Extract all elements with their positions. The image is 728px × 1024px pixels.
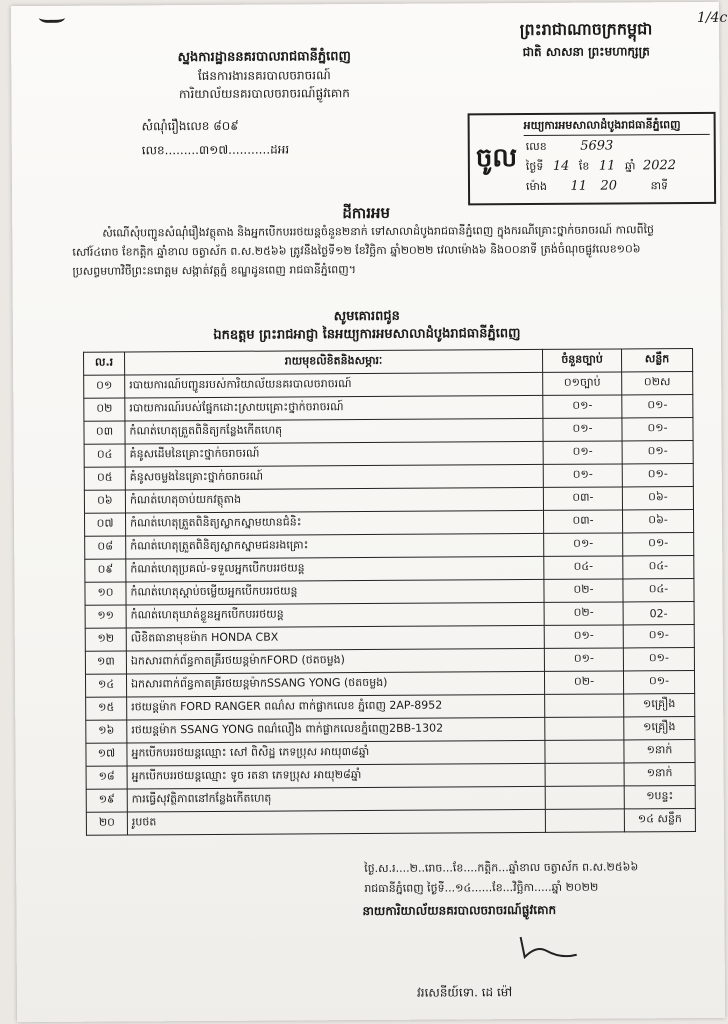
row-sheets: ១៤ សន្លឹក	[624, 809, 695, 832]
stamp-time-label: ម៉ោង	[525, 179, 548, 194]
row-item: របាយការណ៍បញ្ជូនរបស់ការិយាល័យនគរបាលចរាចរណ៍	[125, 372, 543, 398]
stamp-number-label: លេខ	[525, 139, 547, 154]
received-stamp	[468, 112, 717, 206]
body-paragraph: សំណើសុំបញ្ជូនសំណុំរឿងវត្ថុតាង និងអ្នកបើកបររថយន្តចំនួន២នាក់ ទៅសាលាដំបូងរាជធានីភ្នំពេញ ក្នុងករណីគ្រោះថ្នាក់ចរាចរណ៍ កាលពីថ្ងៃសៅរ៍៤រោច ខែកត្តិក ឆ្នាំខាល ចត្វាស័ក ព.ស.២៥៦៦ ត្រូវនឹងថ្ងៃទី១២ ខែវិច្ឆិកា ឆ្នាំ២០២២ វេលាម៉ោង៦ និង០០នាទី ត្រង់ចំណុចផ្លូវលេខ១០៦ ប្រសព្វមហាវិថីព្រះនរោត្តម សង្កាត់វត្តភ្នំ ខណ្ឌដូនពេញ រាជធានីភ្នំពេញ។	[72, 223, 655, 278]
document-page	[11, 2, 728, 1022]
number-reference: លេខ.........៣១៧...........ដអរ	[141, 142, 290, 158]
stamp-number-value: 5693	[580, 138, 614, 154]
row-number: ០៨	[85, 536, 126, 559]
row-number: ០៥	[84, 467, 125, 490]
row-sheets: ០១-	[622, 418, 693, 441]
signature-mark	[517, 931, 587, 961]
row-sheets: ១បន្ទះ	[624, 786, 695, 809]
row-sheets: ០១-	[623, 648, 694, 671]
row-sheets: ០១-	[622, 441, 693, 464]
lunar-date: ថ្ងៃ.ស.រ....២..រោច...ខែ....កត្តិក...ឆ្នាំខាល ចត្វាស័ក ព.ស.២៥៦៦	[364, 860, 639, 876]
row-copies	[545, 786, 624, 809]
row-copies: ០៣-	[543, 510, 622, 533]
row-number: ២០	[86, 812, 127, 835]
corner-note: 1/4c	[696, 9, 728, 26]
row-copies: ០២-	[544, 602, 623, 625]
row-number: ០៦	[84, 490, 125, 513]
send-to-line2: ឯកឧត្តម ព្រះរាជអាជ្ញា នៃអយ្យការអមសាលាដំបូងរាជធានីភ្នំពេញ	[213, 326, 521, 343]
row-item: រថយន្តម៉ាក SSANG YONG ពណ៌លឿង ពាក់ផ្លាកលេខភ្នំពេញ2BB-1302	[127, 717, 545, 743]
row-number: ០៣	[84, 421, 125, 444]
row-copies: ០៤-	[544, 556, 623, 579]
stamp-received-word: ចូល	[475, 143, 518, 174]
row-item: ការធ្វើសុវត្ថិភាពនៅកន្លែងកើតហេតុ	[127, 786, 545, 812]
row-sheets: ០១-	[622, 464, 693, 487]
row-number: ០៩	[85, 559, 126, 582]
stamp-day-value: 14	[552, 158, 570, 174]
case-reference: សំណុំរឿងលេខ ៨០៩	[141, 118, 239, 134]
row-number: ១៩	[86, 789, 127, 812]
row-item: រូបថត	[127, 809, 545, 835]
row-number: ០៧	[85, 513, 126, 536]
row-item: ឯកសារពាក់ព័ន្ធកាតគ្រីរថយន្តម៉ាកSSANG YONG (ថតចម្លង)	[126, 671, 544, 697]
stamp-year-label: ឆ្នាំ	[624, 159, 636, 173]
row-copies: ០១-	[544, 533, 623, 556]
kingdom-title: ព្រះរាជាណាចក្រកម្ពុជា	[519, 19, 653, 40]
row-sheets: ០៦-	[622, 487, 693, 510]
row-item: កំណត់ហេតុឃាត់ខ្លួនអ្នកបើកបររថយន្ត	[126, 602, 544, 628]
row-number: ១៣	[85, 651, 126, 674]
document-title: ដីការអម	[342, 203, 391, 223]
col-header-sheets: សន្លឹក	[622, 349, 693, 372]
stamp-number-row	[526, 138, 614, 155]
row-number: ១៧	[86, 743, 127, 766]
corner-scribble	[39, 10, 65, 23]
stamp-time-row	[526, 178, 668, 195]
stamp-minute-label: នាទី	[650, 179, 669, 193]
stamp-title: អយ្យការអមសាលាដំបូងរាជធានីភ្នំពេញ	[524, 118, 710, 136]
row-sheets: ០៦-	[622, 510, 693, 533]
motto: ជាតិ សាសនា ព្រះមហាក្សត្រ	[522, 44, 650, 60]
row-copies: ០១-	[543, 464, 622, 487]
row-copies: ០២-	[544, 671, 623, 694]
row-number: ០៤	[84, 444, 125, 467]
row-copies: ០១-	[543, 395, 622, 418]
row-sheets: ០១-	[622, 395, 693, 418]
row-sheets: 02-	[623, 602, 694, 625]
row-item: កំណត់ហេតុត្រួតពិនិត្យស្លាកស្នាមជនរងគ្រោះ	[126, 533, 544, 559]
header-left	[99, 48, 429, 104]
row-number: ១២	[85, 628, 126, 651]
col-header-no: ល.រ	[84, 352, 125, 375]
row-item: អ្នកបើកបររថយន្តឈ្មោះ សៅ ពិសិដ្ឋ ភេទប្រុស អាយុ៣៨ឆ្នាំ	[127, 740, 545, 766]
row-sheets: ១នាក់	[624, 740, 695, 763]
row-item: កំណត់ហេតុចាប់យកវត្ថុតាង	[125, 487, 543, 513]
stamp-day-label: ថ្ងៃទី	[525, 159, 544, 174]
header-left-line2: ផែនការងារនគរបាលចរាចរណ៍	[197, 68, 331, 84]
row-copies: ០១ច្បាប់	[543, 372, 622, 395]
row-copies: ០១-	[543, 418, 622, 441]
row-copies	[545, 763, 624, 786]
row-copies: ០១-	[544, 625, 623, 648]
row-number: ១៤	[85, 674, 126, 697]
row-copies	[545, 694, 624, 717]
items-table	[83, 348, 696, 836]
stamp-minute-value: 20	[600, 178, 618, 194]
stamp-date-row	[526, 158, 676, 175]
row-copies: ០២-	[544, 579, 623, 602]
row-sheets: ០៤-	[623, 556, 694, 579]
row-copies: ០១-	[543, 441, 622, 464]
stamp-month-value: 11	[598, 158, 616, 174]
stamp-month-label: ខែ	[578, 159, 590, 173]
row-item: របាយការណ៍របស់ផ្នែកដោះស្រាយគ្រោះថ្នាក់ចរាចរណ៍	[125, 395, 543, 421]
row-copies: ០៣-	[543, 487, 622, 510]
row-sheets: ១គ្រឿង	[624, 717, 695, 740]
header-right	[451, 16, 721, 62]
row-item: កំណត់ហេតុត្រួតពិនិត្យស្លាកស្នាមយានជំនិះ	[126, 510, 544, 536]
header-left-line3: ការិយាល័យនគរបាលចរាចរណ៍ផ្លូវគោក	[178, 86, 350, 102]
row-item: គំនូសចម្លងនៃគ្រោះថ្នាក់ចរាចរណ៍	[125, 464, 543, 490]
row-sheets: ១គ្រឿង	[624, 694, 695, 717]
row-copies	[545, 717, 624, 740]
row-copies: ០១-	[544, 648, 623, 671]
stamp-year-value: 2022	[642, 158, 677, 174]
stamp-hour-value: 11	[570, 178, 588, 194]
row-sheets: ០២ស	[622, 372, 693, 395]
row-sheets: ០១-	[623, 533, 694, 556]
row-number: ១៨	[86, 766, 127, 789]
row-sheets: ០១-	[623, 625, 694, 648]
send-to-line1: សូមគោរពជូន	[333, 308, 400, 325]
solar-date: រាជធានីភ្នំពេញ ថ្ងៃទី...១៤......ខែ...វិច្ឆិកា.....ឆ្នាំ ២០២២	[364, 880, 599, 896]
row-number: ១៥	[86, 697, 127, 720]
row-copies	[545, 740, 624, 763]
row-item: អ្នកបើកបររថយន្តឈ្មោះ ទូច រតនា ភេទប្រុស អាយុ២៨ឆ្នាំ	[127, 763, 545, 789]
row-item: ឯកសារពាក់ព័ន្ធកាតគ្រីរថយន្តម៉ាកFORD (ថតចម្លង)	[126, 648, 544, 674]
row-sheets: ០៤-	[623, 579, 694, 602]
row-number: ១០	[85, 582, 126, 605]
col-header-items: រាយមុខលិខិតនិងសម្ភារៈ	[125, 349, 543, 375]
row-item: កំណត់ហេតុស្តាប់ចម្លើយអ្នកបើកបររថយន្ត	[126, 579, 544, 605]
row-number: ១១	[85, 605, 126, 628]
row-item: គំនូសដើមនៃគ្រោះថ្នាក់ចរាចរណ៍	[125, 441, 543, 467]
row-copies	[545, 809, 624, 832]
row-number: ១៦	[86, 720, 127, 743]
row-number: ០១	[84, 375, 125, 398]
signer-name: វរសេនីយ៍ទោ. ដេ ម៉ៅ	[416, 985, 513, 1000]
col-header-copies: ចំនួនច្បាប់	[543, 349, 622, 372]
row-number: ០២	[84, 398, 125, 421]
row-item: កំណត់ហេតុត្រួតពិនិត្យកន្លែងកើតហេតុ	[125, 418, 543, 444]
header-left-line1: ស្នងការដ្ឋាននគរបាលរាជធានីភ្នំពេញ	[177, 49, 351, 66]
row-item: រថយន្តម៉ាក FORD RANGER ពណ៌ស ពាក់ផ្លាកលេខ ភ្នំពេញ 2AP-8952	[127, 694, 545, 720]
table-row	[86, 809, 695, 836]
row-sheets: ០១-	[623, 671, 694, 694]
row-item: លិខិតធានាមុខម៉ាក HONDA CBX	[126, 625, 544, 651]
office-title: នាយការិយាល័យនគរបាលចរាចរណ៍ផ្លូវគោក	[362, 902, 557, 919]
row-sheets: ១នាក់	[624, 763, 695, 786]
row-item: កំណត់ហេតុប្រគល់-ទទួលអ្នកបើកបររថយន្ត	[126, 556, 544, 582]
